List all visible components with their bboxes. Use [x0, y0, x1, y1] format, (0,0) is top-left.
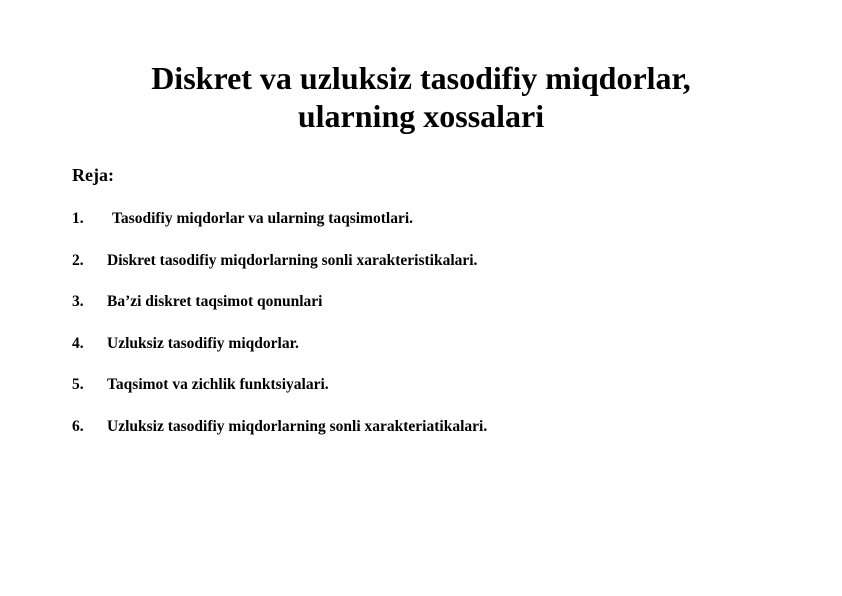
- plan-item-text: Ba’zi diskret taqsimot qonunlari: [107, 293, 323, 310]
- plan-item-number: 6.: [72, 417, 84, 435]
- plan-item-number: 3.: [72, 293, 84, 310]
- plan-item-number: 2.: [72, 251, 84, 269]
- plan-item-number: 5.: [72, 376, 84, 393]
- plan-item-text: Diskret tasodifiy miqdorlarning sonli xarakteristikalari.: [107, 251, 478, 269]
- plan-item-text: Taqsimot va zichlik funktsiyalari.: [107, 376, 329, 393]
- plan-item-text: Tasodifiy miqdorlar va ularning taqsimotlari.: [112, 210, 414, 227]
- page-title-line-2: ularning xossalari: [297, 98, 545, 134]
- plan-item-text: Uzluksiz tasodifiy miqdorlar.: [107, 334, 299, 352]
- page-title: [0, 59, 842, 135]
- page-title-line-1: Diskret va uzluksiz tasodifiy miqdorlar,: [151, 60, 691, 96]
- plan-label: Reja:: [72, 165, 114, 185]
- plan-item-number: 4.: [72, 334, 84, 352]
- plan-item-number: 1.: [72, 210, 84, 227]
- plan-item-text: Uzluksiz tasodifiy miqdorlarning sonli xarakteriatikalari.: [107, 417, 488, 435]
